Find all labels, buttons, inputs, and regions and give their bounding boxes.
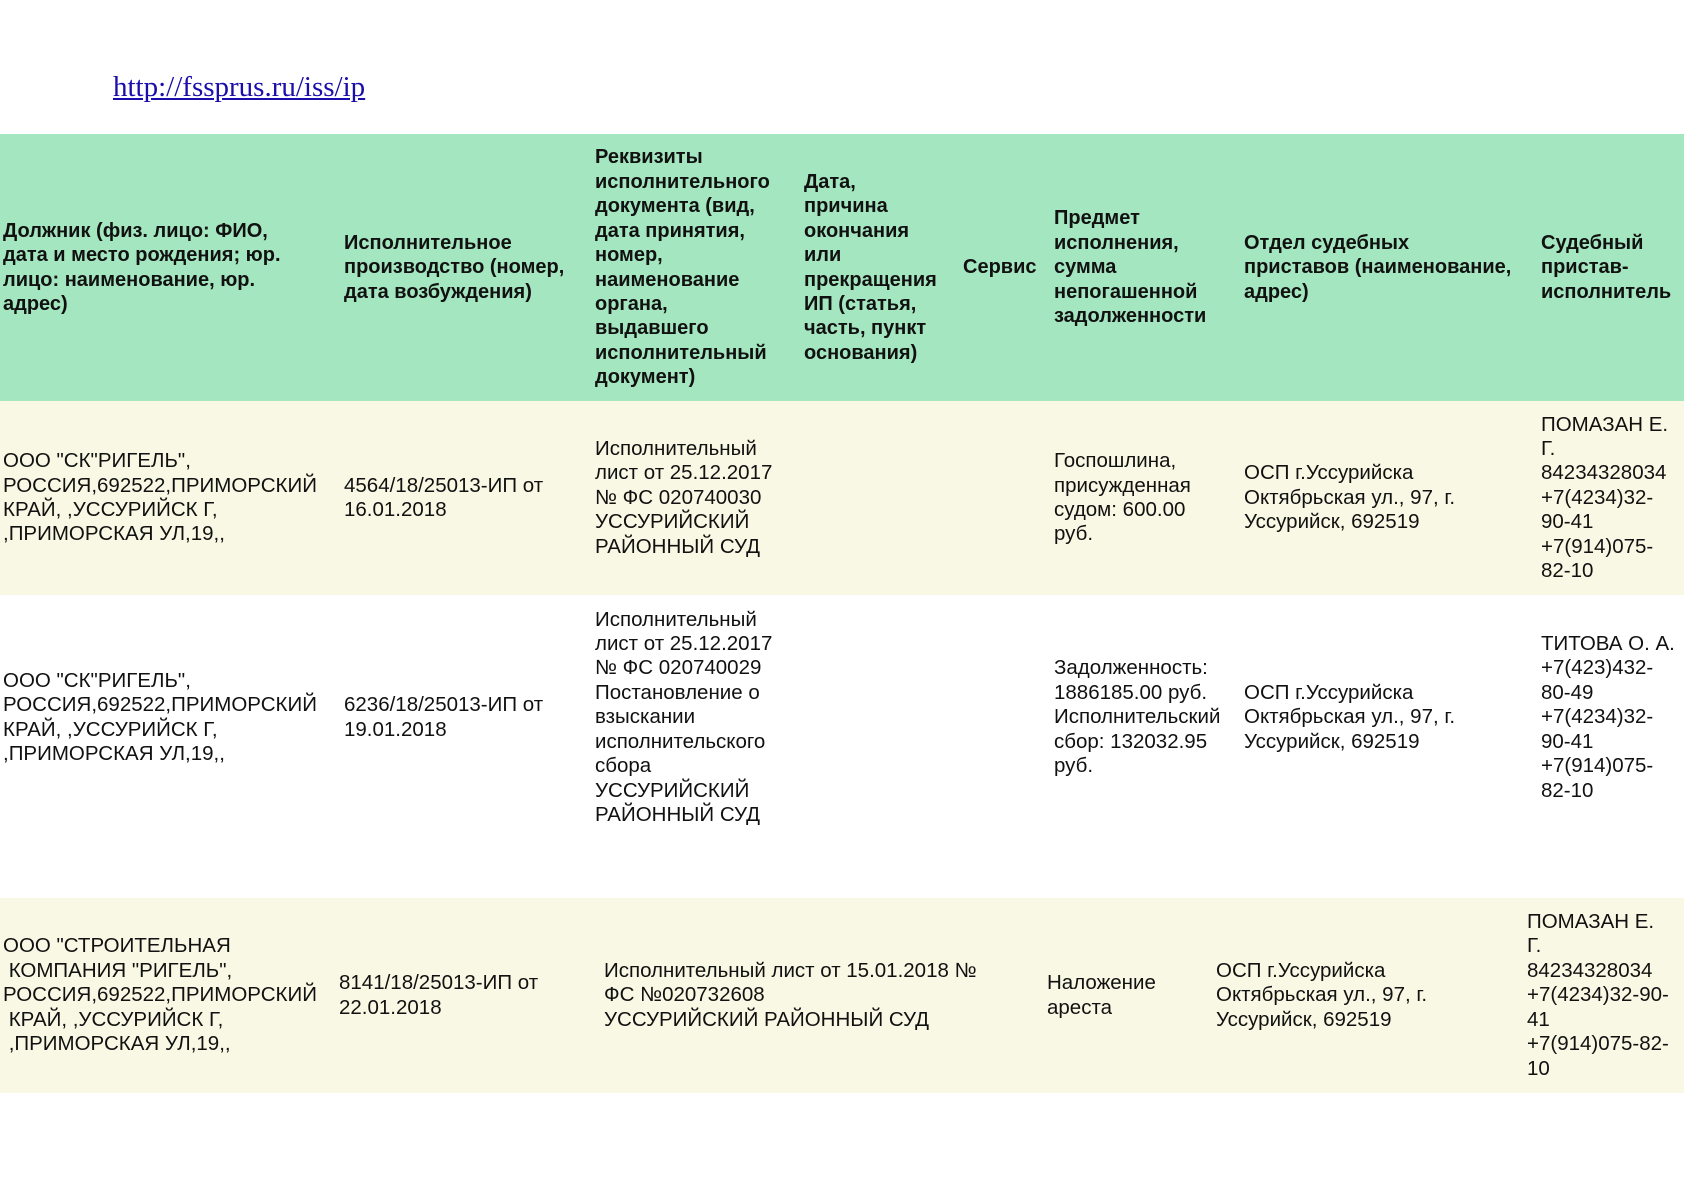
row-department: ОСП г.Уссурийска Октябрьская ул., 97, г. Уссурийск, 692519 — [1244, 461, 1456, 534]
row-subject: Госпошлина, присужденная судом: 600.00 руб. — [1054, 449, 1191, 546]
table-row — [0, 595, 1684, 898]
header-proceeding: Исполнительное производство (номер, дата возбуждения) — [344, 231, 565, 303]
row-debtor: ООО "СК"РИГЕЛЬ", РОССИЯ,692522,ПРИМОРСКИЙ КРАЙ, ,УССУРИЙСК Г, ,ПРИМОРСКАЯ УЛ,19,, — [3, 668, 317, 765]
header-department: Отдел судебных приставов (наименование, адрес) — [1244, 231, 1512, 303]
row-debtor: ООО "СК"РИГЕЛЬ", РОССИЯ,692522,ПРИМОРСКИЙ КРАЙ, ,УССУРИЙСК Г, ,ПРИМОРСКАЯ УЛ,19,, — [3, 449, 317, 546]
table-row — [0, 401, 1684, 595]
header-service: Сервис — [963, 256, 1037, 279]
row-proceeding: 6236/18/25013-ИП от 19.01.2018 — [344, 693, 544, 741]
row-bailiff: ТИТОВА О. А. +7(423)432- 80-49 +7(4234)32- 90-41 +7(914)075- 82-10 — [1541, 632, 1675, 802]
source-link[interactable]: http://fssprus.ru/iss/ip — [113, 71, 366, 103]
row-document: Исполнительный лист от 25.12.2017 № ФС 020740029 Постановление о взыскании исполнительского сбора УССУРИЙСКИЙ РАЙОННЫЙ СУД — [595, 607, 773, 826]
row-debtor: ООО "СТРОИТЕЛЬНАЯ КОМПАНИЯ "РИГЕЛЬ", РОССИЯ,692522,ПРИМОРСКИЙ КРАЙ, ,УССУРИЙСК Г, ,ПРИМОРСКАЯ УЛ,19,, — [3, 934, 317, 1056]
table-header — [0, 134, 1684, 401]
row-bailiff: ПОМАЗАН Е. Г. 84234328034 +7(4234)32-90- 41 +7(914)075-82- 10 — [1527, 910, 1669, 1080]
row-proceeding: 4564/18/25013-ИП от 16.01.2018 — [344, 473, 544, 521]
row-department: ОСП г.Уссурийска Октябрьская ул., 97, г. Уссурийск, 692519 — [1216, 958, 1428, 1031]
header-subject: Предмет исполнения, сумма непогашенной задолженности — [1054, 207, 1207, 328]
row-bailiff: ПОМАЗАН Е. Г. 84234328034 +7(4234)32- 90-41 +7(914)075- 82-10 — [1541, 412, 1669, 583]
header-bailiff: Судебный пристав- исполнитель — [1541, 231, 1672, 303]
row-proceeding: 8141/18/25013-ИП от 22.01.2018 — [339, 971, 539, 1019]
table-row — [0, 898, 1684, 1093]
row-department: ОСП г.Уссурийска Октябрьская ул., 97, г. Уссурийск, 692519 — [1244, 680, 1456, 753]
row-document: Исполнительный лист от 15.01.2018 № ФС №020732608 УССУРИЙСКИЙ РАЙОННЫЙ СУД — [604, 958, 977, 1031]
row-subject: Наложение ареста — [1047, 971, 1156, 1019]
header-debtor: Должник (физ. лицо: ФИО, дата и место рождения; юр. лицо: наименование, юр. адрес) — [3, 219, 281, 315]
row-document: Исполнительный лист от 25.12.2017 № ФС 020740030 УССУРИЙСКИЙ РАЙОННЫЙ СУД — [595, 436, 773, 558]
header-end-date: Дата, причина окончания или прекращения ИП (статья, часть, пункт основания) — [804, 170, 937, 364]
row-subject: Задолженность: 1886185.00 руб. Исполнительский сбор: 132032.95 руб. — [1054, 656, 1221, 778]
header-document: Реквизиты исполнительного документа (вид, дата принятия, номер, наименование органа, выдавшего исполнительный документ) — [595, 146, 770, 389]
